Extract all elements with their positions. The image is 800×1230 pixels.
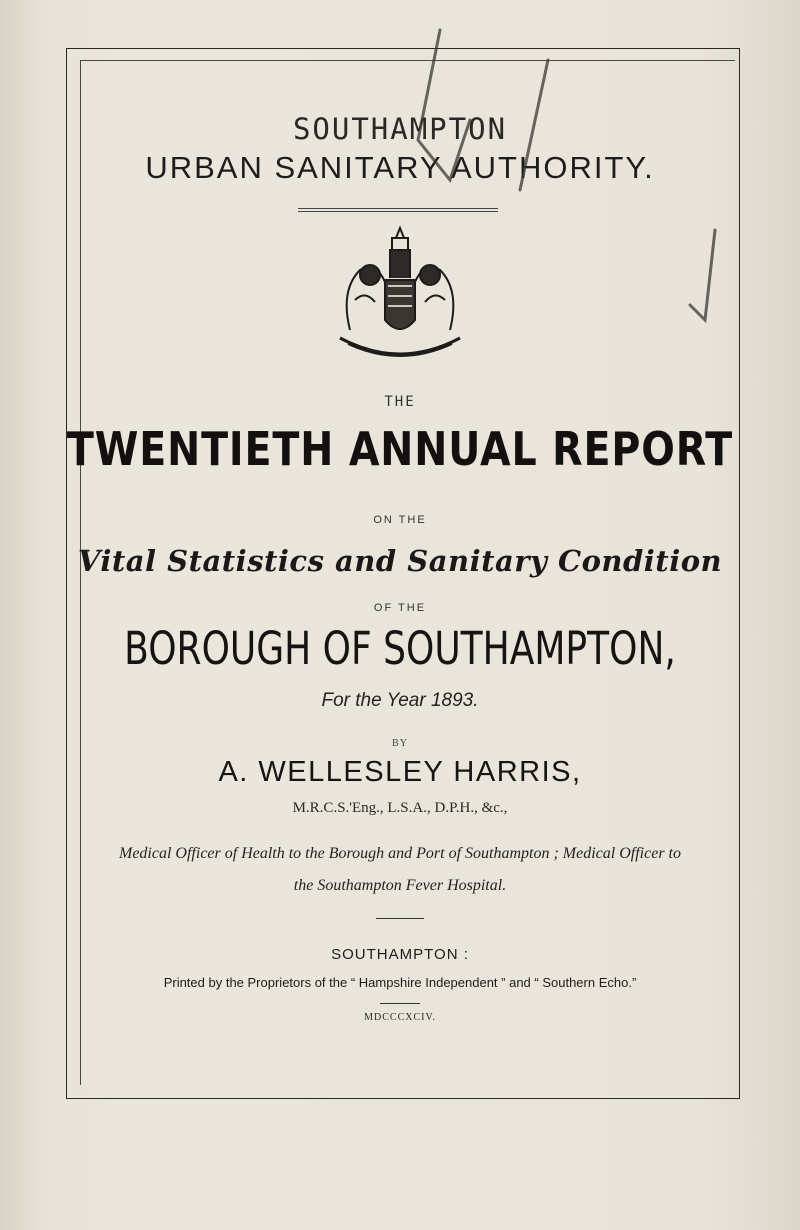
header-authority: URBAN SANITARY AUTHORITY. — [145, 150, 655, 185]
imprint-date: MDCCCXCIV. — [364, 1012, 436, 1023]
coat-of-arms-icon — [330, 220, 470, 370]
imprint-place: SOUTHAMPTON : — [331, 946, 469, 963]
report-year: For the Year 1893. — [321, 690, 479, 711]
author-degrees: M.R.C.S.'Eng., L.S.A., D.P.H., &c., — [292, 800, 508, 816]
divider-rule — [298, 211, 498, 212]
title-the: THE — [384, 394, 416, 410]
divider-rule — [376, 918, 424, 919]
author-name: A. WELLESLEY HARRIS, — [218, 756, 582, 788]
author-position: Medical Officer of Health to the Borough and Port of Southampton ; Medical Officer to the Southampton Fever Hospital. — [119, 845, 681, 894]
report-subject: Vital Statistics and Sanitary Condition — [77, 544, 723, 578]
title-of-the: OF THE — [373, 602, 427, 614]
header-city: SOUTHAMPTON — [292, 112, 508, 146]
imprint-printer: Printed by the Proprietors of the “ Hampshire Independent ” and “ Southern Echo.” — [163, 975, 637, 990]
divider-rule — [380, 1003, 420, 1004]
borough-title: BOROUGH OF SOUTHAMPTON, — [124, 622, 676, 675]
by-label: BY — [392, 738, 408, 749]
title-on-the: ON THE — [373, 514, 427, 526]
divider-rule — [298, 208, 498, 209]
report-title: TWENTIETH ANNUAL REPORT — [66, 422, 734, 476]
